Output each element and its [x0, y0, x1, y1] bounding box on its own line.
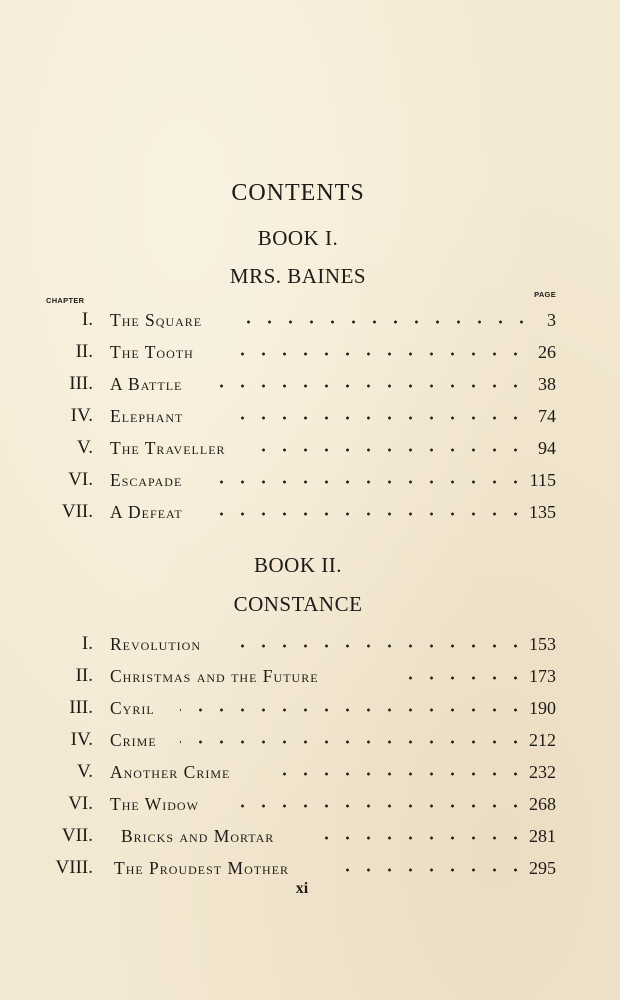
dot-leader: [246, 314, 532, 330]
page-number: 26: [538, 342, 556, 362]
toc-row: [0, 727, 620, 757]
toc-row: [0, 339, 620, 369]
chapter-number: I.: [81, 309, 93, 330]
toc-row: [0, 403, 620, 433]
page-number: 173: [529, 666, 556, 686]
chapter-number: V.: [76, 437, 93, 458]
chapter-number: VI.: [68, 469, 93, 490]
chapter-title: The Tooth: [110, 342, 194, 362]
page-number: 94: [538, 438, 556, 458]
chapter-number: VII.: [61, 501, 93, 522]
contents-heading: CONTENTS: [231, 180, 365, 206]
chapter-number: IV.: [70, 729, 93, 750]
dot-leader: [240, 346, 526, 362]
chapter-title: A Defeat: [110, 502, 183, 522]
page-folio: xi: [295, 880, 309, 897]
dot-leader: [230, 410, 526, 426]
chapter-title: The Proudest Mother: [114, 858, 290, 878]
chapter-number: V.: [76, 761, 93, 782]
page-number: 281: [529, 826, 556, 846]
page-number: 153: [529, 634, 556, 654]
chapter-title: The Widow: [110, 794, 199, 814]
page-number: 232: [529, 762, 556, 782]
page-number: 190: [529, 698, 556, 718]
toc-row: [0, 467, 620, 497]
dot-leader: [276, 766, 526, 782]
chapter-number: VII.: [61, 825, 93, 846]
chapter-title: Escapade: [110, 470, 183, 490]
chapter-column-label: CHAPTER: [46, 296, 85, 305]
page-number: 268: [529, 794, 556, 814]
chapter-title: Christmas and the Future: [110, 666, 319, 686]
chapter-title: Crime: [110, 730, 157, 750]
page-number: 38: [538, 374, 556, 394]
book-2-title: BOOK II.: [254, 553, 342, 577]
dot-leader: [204, 378, 526, 394]
chapter-title: Cyril: [110, 698, 155, 718]
chapter-title: A Battle: [110, 374, 183, 394]
dot-leader: [180, 734, 526, 750]
chapter-title: The Square: [110, 310, 203, 330]
book-1-subtitle: MRS. BAINES: [229, 264, 367, 288]
page-number: 115: [529, 470, 556, 490]
page-number: 295: [529, 858, 556, 878]
toc-row: [0, 631, 620, 661]
dot-leader: [310, 830, 526, 846]
dot-leader: [340, 862, 526, 878]
chapter-title: The Traveller: [110, 438, 226, 458]
chapter-number: I.: [81, 633, 93, 654]
chapter-number: III.: [69, 697, 93, 718]
chapter-number: II.: [75, 665, 93, 686]
dot-leader: [214, 506, 526, 522]
book-2-subtitle: CONSTANCE: [233, 592, 363, 616]
chapter-number: VIII.: [55, 857, 93, 878]
page-number: 135: [529, 502, 556, 522]
chapter-number: III.: [69, 373, 93, 394]
book-1-title: BOOK I.: [257, 226, 339, 250]
chapter-title: Another Crime: [110, 762, 231, 782]
toc-row: [0, 371, 620, 401]
chapter-number: VI.: [68, 793, 93, 814]
toc-row: [0, 791, 620, 821]
page-column-label: PAGE: [534, 290, 556, 299]
dot-leader: [216, 474, 526, 490]
toc-row: [0, 499, 620, 529]
page-number: 3: [547, 310, 556, 330]
chapter-number: II.: [75, 341, 93, 362]
page-number: 212: [529, 730, 556, 750]
toc-row: [0, 663, 620, 693]
chapter-title: Revolution: [110, 634, 201, 654]
toc-row: [0, 435, 620, 465]
toc-row: [0, 759, 620, 789]
dot-leader: [240, 798, 526, 814]
toc-row: [0, 823, 620, 853]
dot-leader: [240, 638, 526, 654]
dot-leader: [392, 670, 526, 686]
chapter-title: Elephant: [110, 406, 184, 426]
toc-row: [0, 695, 620, 725]
dot-leader: [262, 442, 526, 458]
toc-row: [0, 307, 620, 337]
dot-leader: [180, 702, 526, 718]
page-number: 74: [538, 406, 556, 426]
chapter-title: Bricks and Mortar: [121, 826, 275, 846]
chapter-number: IV.: [70, 405, 93, 426]
